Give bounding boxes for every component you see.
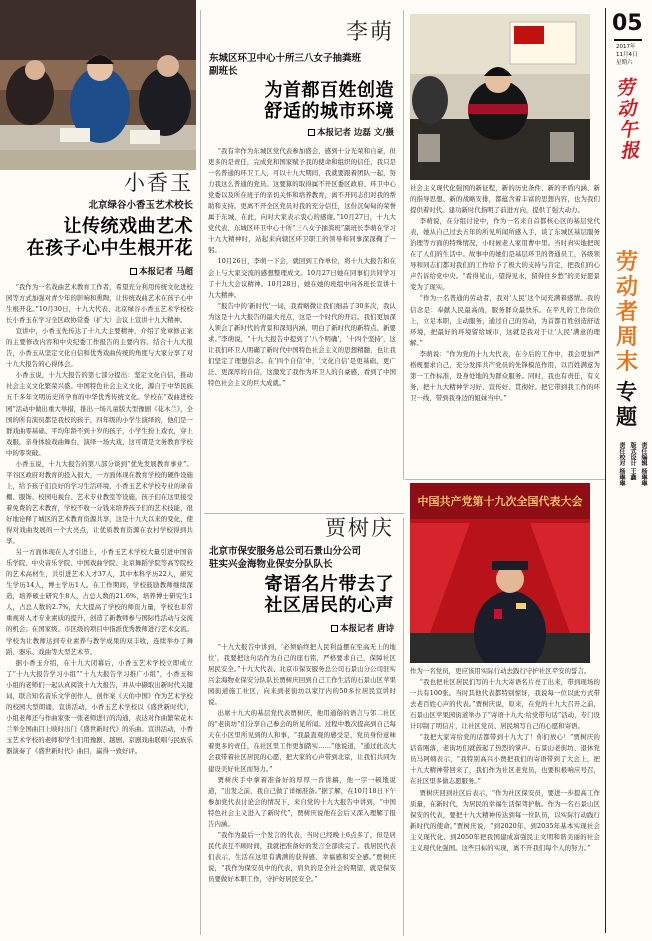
credit-line: 版式设计 王鑫 <box>629 442 636 481</box>
section-title: 劳动者周末 <box>616 250 639 375</box>
paragraph: 小香玉说，十九大报告的第八部分谈到“优先发展教育事业”。平谷区政府对教育的投入很大，一方面体现在教育学校的硬件设施上，给予孩子们良好的学习生活环境，小香玉艺术学校专业的录音棚、服饰、校园电视台、艺术专业教室等设施，孩子们在这里接受着免费的艺术教育，学校不收一分钱来培养孩子们的艺术技能，很好地诠释了城区的艺术教育资源共享，这是十九大以来的变化，使得对戏曲发展的一个大亮点，让优质教育资源在农村学校得到共享。 <box>6 459 193 546</box>
column-divider <box>200 10 201 935</box>
story2-body-right <box>410 183 600 475</box>
byline-box-icon <box>308 129 315 136</box>
masthead-rule <box>614 39 642 41</box>
story1-subtitle: 北京绿谷小香玉艺术校长 <box>88 200 193 211</box>
photo-xiaoxiangyu <box>0 0 196 170</box>
story3-name: 贾树庆 <box>325 516 394 540</box>
column-divider <box>403 10 404 480</box>
story3-subtitle-1: 北京市保安服务总公司石景山分公司 <box>209 546 362 557</box>
paragraph: “我有幸作为东城区党代表参加盛会，感到十分光荣和自豪，但更多的是责任，完成党和国家赋予我的使命和组织的信任，我只是一名普通的环卫工人，可以十九大期间，我就要跟着团队一起，努力我这么普通的党员。这要算的取得属不开区委区政府、环卫中心党委以及所在班子的亲切关怀和培养教育，离不开同志们对我的帮助和支持。更离不开全区党员对我的充分信任，这份沉甸甸的荣誉属于东城，在此，向对大家表示衷心的感谢。”10月27日，十九大党代表、东城区环卫中心十所“三八女子抽粪班”副班长李萌在学习十九大精神时，站起来向辖区环卫职工的领导和同事深深鞠了一躬。 <box>208 147 396 255</box>
story2-headline-2: 舒适的城市环境 <box>264 101 394 122</box>
story3-byline <box>331 622 394 634</box>
section-sub: 专题 <box>616 380 637 429</box>
paragraph: 贾树庆回到社区后表示，“作为社区保安员，要进一步提高工作质量，在新时代，为居民的幸福生活保驾护航。作为一名石景山区保安的代表，要把十九大精神传达到每一位队员，以实际行动践行新时代的使命。”贾树庆说，“到2020年、到2035年基本实现社会主义现代化、到2050年把我国建成富强民主文明和谐美丽的社会主义现代化强国。这些目标的实现，离不开我们每个人的努力。” <box>410 788 600 852</box>
credits <box>614 442 648 506</box>
paragraph: 出席十九大的基层党代表贾树庆，他用通俗的语言与邻二社区的“老街坊”们分享自己参会的所见所闻。过程中教次提高到自己每天在小区里所见到的人和事，“我最直观的感受是，党员身份意味着更多的责任，在社区里工作更加踏实……”他说道，“通过此次大会我带着社区居民的心愿，把大家的心声带到北京，让我们共同为建设美好社区而努力。” <box>208 709 396 773</box>
credit-line: 责任编辑 杨琳琳 <box>640 442 647 487</box>
paragraph: 李萌说，在分组讨论中，作为一名来自首都核心区的基层党代表，她从自己过去五年的所见所闻所感入手，谈了东城区基层服务治理等方面的特殊情况，小时候老人家用曹中里。当时真实地把现在了人们的生活中。故事中的她们是基层环卫的普通员工，各级领导和同志们都对我们的工作给予了极大的支持与肯定，把我们的心声告诉给党中央。“看得见山，望得见水，留得住乡愁”的美好愿景变为了现实。 <box>410 217 600 292</box>
masthead-divider <box>605 8 606 933</box>
story3-byline-text: 本报记者 唐诗 <box>340 624 394 634</box>
masthead <box>612 12 650 932</box>
story3-headline-1: 寄语名片带去了 <box>264 574 394 595</box>
paragraph: “十九大报告中讲到，‘必须始终把人民利益摆在至高无上的地位’，我要把这句话作为自己的座右铭，严格要求自己，保障社区居民安全。”十九大代表、北京市保安服务总公司石景山分公司驻实兴金海物业保安分队队长贾树庆回到自己工作生活的石景山区苹果园街道施工社区，向来到老街坊以家厅内的50多位居民宣讲时说。 <box>208 643 396 707</box>
story3-body-left <box>208 642 396 937</box>
story3-body-right <box>410 666 600 937</box>
story2-headline-1: 为首都百姓创造 <box>264 80 394 101</box>
column-divider <box>403 518 404 936</box>
story1-body <box>6 282 193 938</box>
byline-box-icon <box>331 625 338 632</box>
paper-logo: 劳动午报 <box>615 76 640 163</box>
section-rule <box>405 479 605 480</box>
story2-byline-text: 本报记者 边磊 文/摄 <box>316 128 394 138</box>
paragraph: 宣讲中，小香玉先传达了十九大主要精神，介绍了党章修正案的主要修改内容和中央纪委工作报告的主要内容。结合十九大报告，小香玉从坚定文化自信和优秀戏曲传统的角度与大家分享了对十九大报告的心得体会。 <box>6 327 193 369</box>
byline-box-icon <box>130 268 137 275</box>
photo-jiashuqing <box>410 483 590 663</box>
paragraph: “我作为一名戏曲艺术教育工作者，希望充分利用传统文化进校园等方式加强对青少年的影响和熏陶，让传统戏曲艺术在孩子心中生根开花。”10月30日，十九大代表、北京绿谷小香玉艺术学校校长小香玉在学习全区政协常委（扩大）会议上宣讲十九大精神。 <box>6 283 193 325</box>
page-number: 05 <box>612 11 643 36</box>
paragraph: 小香玉说，十九大报告的第七部分提出：坚定文化自信，推动社会主义文化繁荣兴盛。中国特色社会主义文化，源自于中华民族五千多年文明历史所孕育的中华优秀传统文化。学校在“戏曲进校园”活动中做出重大举措，推出一场儿童版大型豫剧《花木兰》，全国的所有演员都是我校的孩子，四年级的小学生演绎的，他们是一群戏曲零基础、平均年龄不到十岁的孩子，小学生扮上戏衣，穿上戏服，亲身体验戏曲舞台，演绎一场大戏，这可谓是文务教育学校中的零突破。 <box>6 371 193 457</box>
story3-headline-2: 社区居民的心声 <box>264 595 394 616</box>
paragraph: 作为一名党员，更应该用实际行动去践行守护社区平安的誓言。 <box>410 667 591 675</box>
story2-subtitle-1: 东城区环卫中心十所三八女子抽粪班 <box>209 53 362 64</box>
section-rule <box>204 513 404 514</box>
photo-limeng <box>410 14 590 180</box>
story3-subtitle-2: 驻实兴金海物业保安分队队长 <box>209 559 333 570</box>
story1-byline <box>130 265 193 277</box>
story1-headline-1: 让传统戏曲艺术 <box>63 216 193 237</box>
story2-byline <box>308 126 394 138</box>
weekday: 星期六 <box>616 60 633 66</box>
paragraph: “我作为最后一个发言的代表，当时已经晚上6点多了，但是居民代表互不顾时间，我就把准备好的发言全部读完了。我居民代表们表示，生活在这里有满满的获得感、幸福感和安全感。”贾树庆说，“我作为保安员中的代表，肩负的是全社会的期望，就是保安员要做好本职工作，守护好居民安全。” <box>208 830 396 883</box>
paragraph: “作为一名普通的劳动者，我对‘人民’这个词充满着感情。我的信念是：奉献人民最高尚，服务群众最快乐。在平凡的工作岗位上，立足本职，主动服务，通过自己的劳动，为首都百姓创造舒适环境，把最好的环境留给城市，这就是我对于让‘人民’满意的理解。” <box>410 294 600 347</box>
story1-headline-2: 在孩子心中生根开花 <box>26 238 193 259</box>
paragraph: 10月26日，李萌一下会，就回到工作单位，将十九大报告和在会上与大家交流的感想整理成文。10月27日她在同事们共同学习了十九大会议精神。10月28日，她在她的班组中向各班长宣讲十九大精神。 <box>208 257 396 299</box>
story1-name: 小香玉 <box>124 171 193 195</box>
svg-text:中国共产党第十九次全国代表大会: 中国共产党第十九次全国代表大会 <box>417 495 583 508</box>
story1-byline-text: 本报记者 马超 <box>139 267 193 277</box>
story2-name: 李萌 <box>345 20 394 45</box>
date-year: 2017年 <box>616 44 636 50</box>
paragraph: 李萌说：“作为党的十九大代表，在今后的工作中，我会更加严格规要求自己，充分发挥共产党员的先锋模范作用，以百姓满意为第一工作标准，设身处地的为群众服务。同时，我也有责任，有义务，把十九大精神学习好、宣传好、贯彻好。把它带到我工作的环卫一线，带到我身边的姐妹当中。” <box>410 349 600 402</box>
paragraph: “我把大家寄给党的话都带到十九大了！你们放心！”贾树庆的话音刚落，老街坊们就鼓起了热烈的掌声。石景山老街坊、退休党员马阿姨表示，“我特别高兴小贾把我们的寄语带到了大会上，把十九大精神带回来了，我们作为社区老党员，也要积极响应号召，在社区里多做志愿服务。” <box>410 733 600 786</box>
paragraph: 另一方面体现在人才引进上，小香玉艺术学校大量引进中国音乐学院、中央音乐学院、中国戏曲学院、北京舞蹈学院等高等院校的艺术高材生，共引进艺术人才37人，其中本科学历22人，研究生学历14人，博士学历1人。在工作期间，学校鼓励教师继续深造，培养硕士研究生8人，占总人数的21.6%，培养博士研究生1人，占总人数的2.7%，大大提高了学校的师资力量，学校也非常重视对人才专业素质的提升，创造了新教师参与国际性活动与交流的机会；在国家级、市区级的项目中指派优秀教师进行艺术交流。学校为让教师达到专业素养与教学成果的双丰收，连续举办了舞蹈、器乐、戏曲等大型艺术节。 <box>6 548 193 656</box>
story2-subtitle-2: 副班长 <box>209 66 238 77</box>
paragraph: 贾树庆手中拿着准备好的厚厚一沓讲稿，他一字一顿地说道，“出发之前，我自己做了详细准备。”据了解，在10月18日下午参加党代表讨论会的情况下，来自党的十九大报告中讲到，“中国特色社会主义进入了新时代”，贾树庆说他在会后又深入理解了报告内涵。 <box>208 775 396 828</box>
paragraph: “我也把社区居民们写的十九大寄语名片亮了出来，带到现场的一共有100张。当时其他代表都特别惊讶，我说每一位以此方式带去老百姓心声的代表。”贾树庆说，原来，在党的十九大召开之前，石景山区苹果园街道举办了“寄语十九大·给党带句话”活动，专门设计印制了明信片，让社区党员、居民填写自己的心愿和寄语。 <box>410 678 600 731</box>
date-day: 11月4日 <box>616 52 638 58</box>
story2-body-left <box>208 146 396 510</box>
paragraph: 社会主义现代化强国的新征程，新的历史条件、新的矛盾内涵、新的指导思想、新的战略安排，都蕴含着丰富的思想内容，也为我们提供着时代。建功新时代指明了前进方向，提供了强大动力。 <box>410 184 600 215</box>
paragraph: 据小香玉介绍，在十九大闭幕后，小香玉艺术学校立即成立了“十九大报告学习小组”“十九大报告学习推广小组”，小香玉和小组的老师们一起认真阅读十九大报告，并从中撷取出新时代关键词，联合知名音乐文学创作人，创作案《天佑中国》作为艺术学校的校园大型朗诵，宣讲活动，小香玉艺术学校以《盛世新时代》，小组老师还与作曲家张一张老师进行的沟通，表达对作曲繁荣花木兰举全国曲目上映时出门《盛世新时代》的乐曲。宣讲活动，小香玉艺术学校的老师和学生们用豫剧、越剧、京剧戏曲联唱与民族乐器演奏了《盛世新时代》曲目，赢得一致好评。 <box>6 658 193 755</box>
credit-line: 责任校对 杨琳琳 <box>618 442 625 487</box>
paragraph: “报告中的‘新时代’一词，我看略微让我们细品了30多次，我认为这是十九大报告的最大亮点，这是一个时代的开启。我们更加深入领会了新时代的背景和深刻内涵，明白了新时代的新特点、新要求。”李萌说，“十九大报告中提到了‘八个明确’，‘十四个坚持’，这让我们环卫人明确了新时代中国特色社会主义的思想精髓，也让我们坚定了理想信念。在‘四个自信’中，‘文化自信’是更基础、更广泛、更深厚的自信，这激发了我作为环卫人的自豪感，看到了中国特色社会主义的巨大成就。” <box>208 301 396 387</box>
